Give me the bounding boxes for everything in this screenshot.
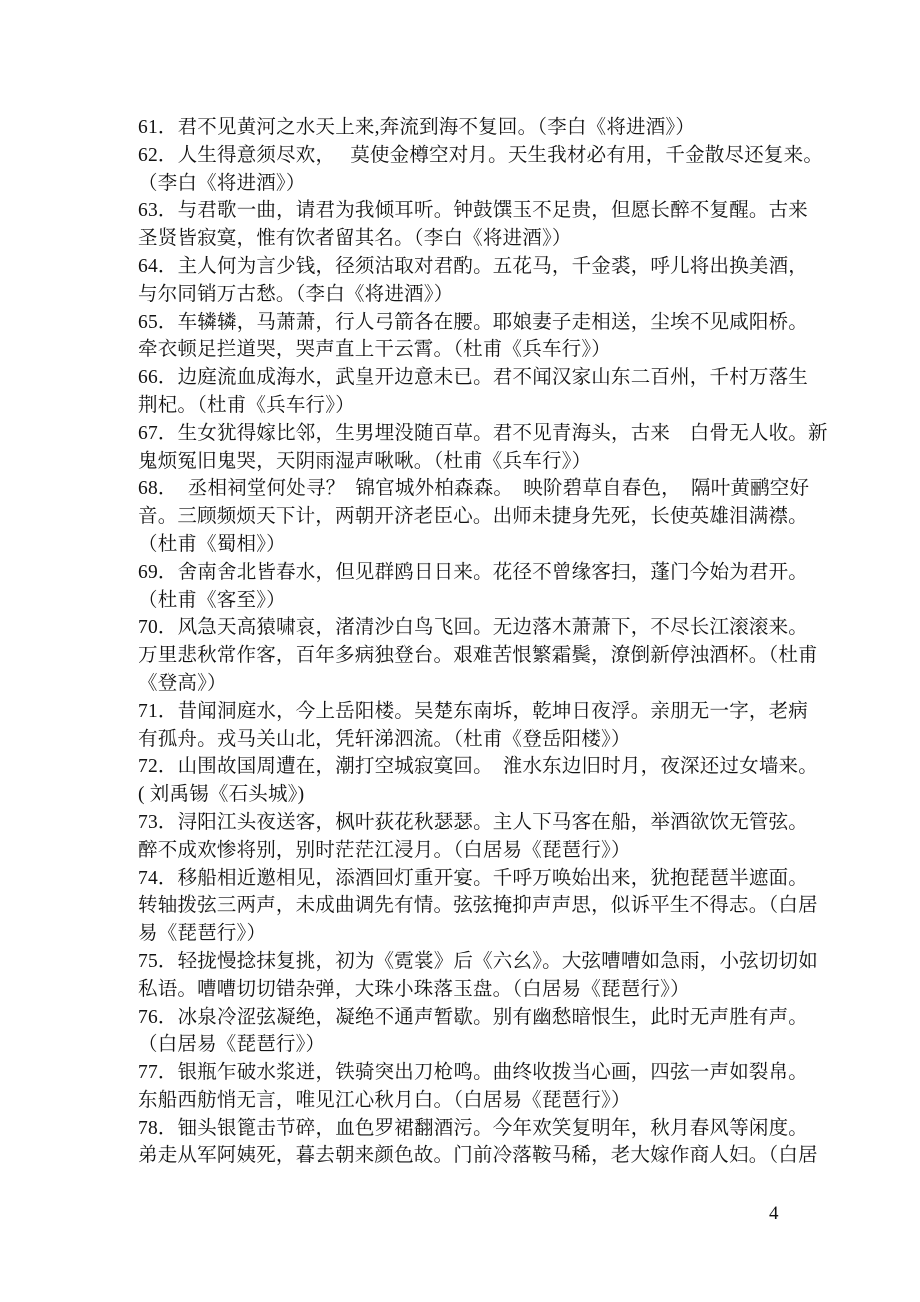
text-line: 69．舍南舍北皆春水，但见群鸥日日来。花径不曾缘客扫，蓬门今始为君开。	[138, 561, 809, 583]
text-line: 与尔同销万古愁。（李白《将进酒》）	[138, 283, 454, 305]
text-line: 73．浔阳江头夜送客，枫叶荻花秋瑟瑟。主人下马客在船，举酒欲饮无管弦。	[138, 811, 809, 833]
text-line: 67．生女犹得嫁比邻，生男埋没随百草。君不见青海头，古来 白骨无人收。新	[138, 422, 828, 444]
text-line: （白居易《琵琶行》）	[138, 1034, 326, 1056]
text-line: （杜甫《客至》）	[138, 589, 286, 611]
text-line: 圣贤皆寂寞，惟有饮者留其名。（李白《将进酒》）	[138, 228, 572, 250]
text-line: 70．风急天高猿啸哀，渚清沙白鸟飞回。无边落木萧萧下，不尽长江滚滚来。	[138, 617, 809, 639]
page-number: 4	[769, 1203, 779, 1224]
text-line: （杜甫《蜀相》）	[138, 533, 286, 555]
text-line: 万里悲秋常作客，百年多病独登台。艰难苦恨繁霜鬓，潦倒新停浊酒杯。（杜甫	[138, 645, 818, 667]
text-line: 76．冰泉冷涩弦凝绝，凝绝不通声暂歇。别有幽愁暗恨生，此时无声胜有声。	[138, 1006, 809, 1028]
text-line: 74．移船相近邀相见，添酒回灯重开宴。千呼万唤始出来，犹抱琵琶半遮面。	[138, 867, 809, 889]
text-line: 荆杞。（杜甫《兵车行》）	[138, 394, 355, 416]
text-line: 弟走从军阿姨死，暮去朝来颜色故。门前冷落鞍马稀，老大嫁作商人妇。（白居	[138, 1145, 818, 1167]
text-line: 《登高》）	[138, 672, 227, 694]
text-line: （李白《将进酒》）	[138, 172, 306, 194]
text-body	[138, 114, 838, 1170]
text-line: 易《琵琶行》）	[138, 923, 267, 945]
text-line: 62．人生得意须尽欢， 莫使金樽空对月。天生我材必有用，千金散尽还复来。	[138, 144, 824, 166]
text-line: 鬼烦冤旧鬼哭，天阴雨湿声啾啾。（杜甫《兵车行》）	[138, 450, 592, 472]
text-line: 68． 丞相祠堂何处寻？ 锦官城外柏森森。 映阶碧草自春色， 隔叶黄鹂空好	[138, 478, 810, 500]
text-line: 东船西舫悄无言，唯见江心秋月白。（白居易《琵琶行》）	[138, 1089, 631, 1111]
text-line: 醉不成欢惨将别，别时茫茫江浸月。（白居易《琵琶行》）	[138, 839, 631, 861]
text-line: 61．君不见黄河之水天上来,奔流到海不复回。（李白《将进酒》）	[138, 117, 696, 138]
text-line: 71．昔闻洞庭水，今上岳阳楼。吴楚东南坼，乾坤日夜浮。亲朋无一字，老病	[138, 700, 809, 722]
text-line: 64．主人何为言少钱，径须沽取对君酌。五花马，千金裘，呼儿将出换美酒，	[138, 255, 809, 277]
text-line: 私语。嘈嘈切切错杂弹，大珠小珠落玉盘。（白居易《琵琶行》）	[138, 978, 690, 1000]
text-line: 72．山围故国周遭在，潮打空城寂寞回。 淮水东边旧时月，夜深还过女墙来。	[138, 756, 818, 778]
text-line: ( 刘禹锡《石头城》)	[138, 784, 305, 806]
text-line: 65．车辚辚，马萧萧，行人弓箭各在腰。耶娘妻子走相送，尘埃不见咸阳桥。	[138, 311, 809, 333]
text-line: 78．钿头银篦击节碎，血色罗裙翻酒污。今年欢笑复明年，秋月春风等闲度。	[138, 1117, 809, 1139]
text-line: 音。三顾频烦天下计，两朝开济老臣心。出师未捷身先死，长使英雄泪满襟。	[138, 506, 808, 528]
text-line: 77．银瓶乍破水浆迸，铁骑突出刀枪鸣。曲终收拨当心画，四弦一声如裂帛。	[138, 1062, 809, 1084]
text-line: 66．边庭流血成海水，武皇开边意未已。君不闻汉家山东二百州，千村万落生	[138, 367, 809, 389]
text-line: 75．轻拢慢捻抹复挑，初为《霓裳》后《六幺》。大弦嘈嘈如急雨，小弦切切如	[138, 950, 818, 972]
text-line: 63．与君歌一曲，请君为我倾耳听。钟鼓馔玉不足贵，但愿长醉不复醒。古来	[138, 200, 809, 222]
text-line: 有孤舟。戎马关山北，凭轩涕泗流。（杜甫《登岳阳楼》）	[138, 728, 631, 750]
text-line: 牵衣顿足拦道哭，哭声直上干云霄。（杜甫《兵车行》）	[138, 339, 612, 361]
text-line: 转轴拨弦三两声，未成曲调先有情。弦弦掩抑声声思，似诉平生不得志。（白居	[138, 895, 818, 917]
